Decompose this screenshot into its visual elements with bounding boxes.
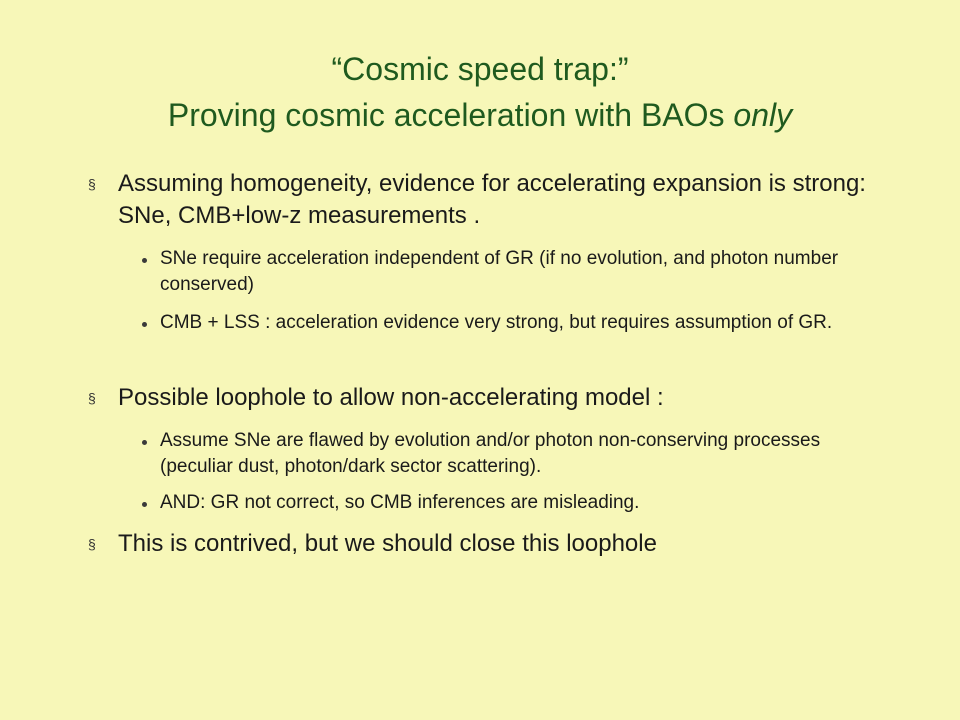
sub-bullet-dot <box>142 258 147 263</box>
title-line-2-main: Proving cosmic acceleration with BAOs <box>167 97 734 133</box>
bullet-1 <box>88 168 888 232</box>
sub-bullet-1-2-text: CMB + LSS : acceleration evidence very strong, but requires assumption of GR. <box>160 312 833 333</box>
sub-bullet-2-2 <box>142 490 888 516</box>
bullet-2-text: Possible loophole to allow non-accelerating model : <box>118 384 664 411</box>
bullet-3 <box>88 528 888 560</box>
bullet-marker: § <box>88 390 96 406</box>
bullet-1-text: Assuming homogeneity, evidence for accelerating expansion is strong: SNe, CMB+low-z measurements . <box>118 170 866 229</box>
bullet-2 <box>88 382 888 414</box>
sub-bullet-1-1-text: SNe require acceleration independent of GR (if no evolution, and photon number conserved) <box>160 248 839 295</box>
title-line-2-italic: only <box>733 97 793 133</box>
bullet-marker: § <box>88 536 96 552</box>
sub-bullet-1-1 <box>142 246 888 298</box>
sub-bullet-2-2-text: AND: GR not correct, so CMB inferences are misleading. <box>160 492 640 513</box>
bullet-3-text: This is contrived, but we should close this loophole <box>118 530 657 557</box>
sub-bullet-dot <box>142 322 147 327</box>
title-line-1: “Cosmic speed trap:” <box>331 51 629 87</box>
slide-body <box>88 168 888 560</box>
title-line-2 <box>0 92 960 138</box>
sub-bullet-2-1 <box>142 428 888 480</box>
bullet-marker: § <box>88 176 96 192</box>
sub-bullet-dot <box>142 502 147 507</box>
sub-bullet-dot <box>142 440 147 445</box>
sub-bullet-1-2 <box>142 310 888 336</box>
sub-bullet-2-1-text: Assume SNe are flawed by evolution and/or photon non-conserving processes (peculiar dust, photon/dark sector scattering). <box>160 430 821 477</box>
slide-title <box>0 46 960 138</box>
